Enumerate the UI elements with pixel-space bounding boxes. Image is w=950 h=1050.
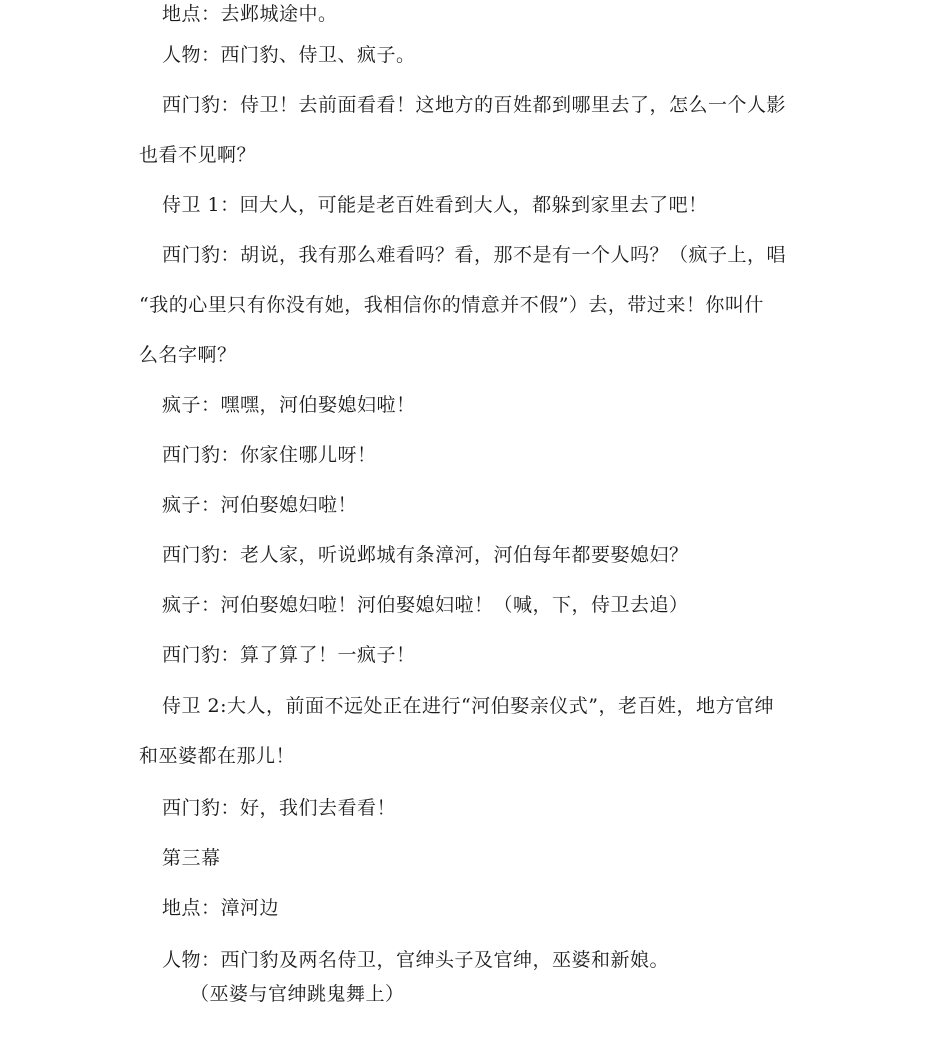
text-line: 西门豹：胡说，我有那么难看吗？看，那不是有一个人吗？（疯子上，唱 (162, 244, 787, 266)
text-line: 西门豹：算了算了！一疯子！ (162, 644, 416, 666)
text-line: 西门豹：好，我们去看看！ (162, 797, 397, 819)
text-line: 西门豹：老人家，听说邺城有条漳河，河伯每年都要娶媳妇？ (162, 544, 689, 566)
text-line: 也看不见啊？ (139, 144, 257, 166)
text-line: 人物：西门豹及两名侍卫，官绅头子及官绅，巫婆和新娘。 (162, 949, 670, 971)
text-line: 地点：漳河边 (162, 897, 280, 919)
text-line: 疯子：河伯娶媳妇啦！ (162, 494, 358, 516)
text-line: 侍卫 2:大人，前面不远处正在进行“河伯娶亲仪式”，老百姓，地方官绅 (162, 695, 774, 717)
text-line: 西门豹：侍卫！去前面看看！这地方的百姓都到哪里去了，怎么一个人影 (162, 94, 787, 116)
text-line: 疯子：河伯娶媳妇啦！河伯娶媳妇啦！（喊，下，侍卫去追） (162, 594, 689, 616)
text-line: 和巫婆都在那儿！ (139, 745, 296, 767)
text-line: 西门豹：你家住哪儿呀！ (162, 444, 377, 466)
text-line: 侍卫 1：回大人，可能是老百姓看到大人，都躲到家里去了吧！ (162, 194, 708, 216)
text-line: “我的心里只有你没有她，我相信你的情意并不假”）去，带过来！你叫什 (139, 294, 764, 316)
text-line: 地点：去邺城途中。 (162, 3, 338, 25)
stage-direction: （巫婆与官绅跳鬼舞上） (190, 983, 405, 1005)
text-line: 人物：西门豹、侍卫、疯子。 (162, 44, 416, 66)
text-line: 疯子：嘿嘿，河伯娶媳妇啦！ (162, 394, 416, 416)
act-heading: 第三幕 (162, 847, 221, 869)
text-line: 么名字啊？ (139, 344, 237, 366)
